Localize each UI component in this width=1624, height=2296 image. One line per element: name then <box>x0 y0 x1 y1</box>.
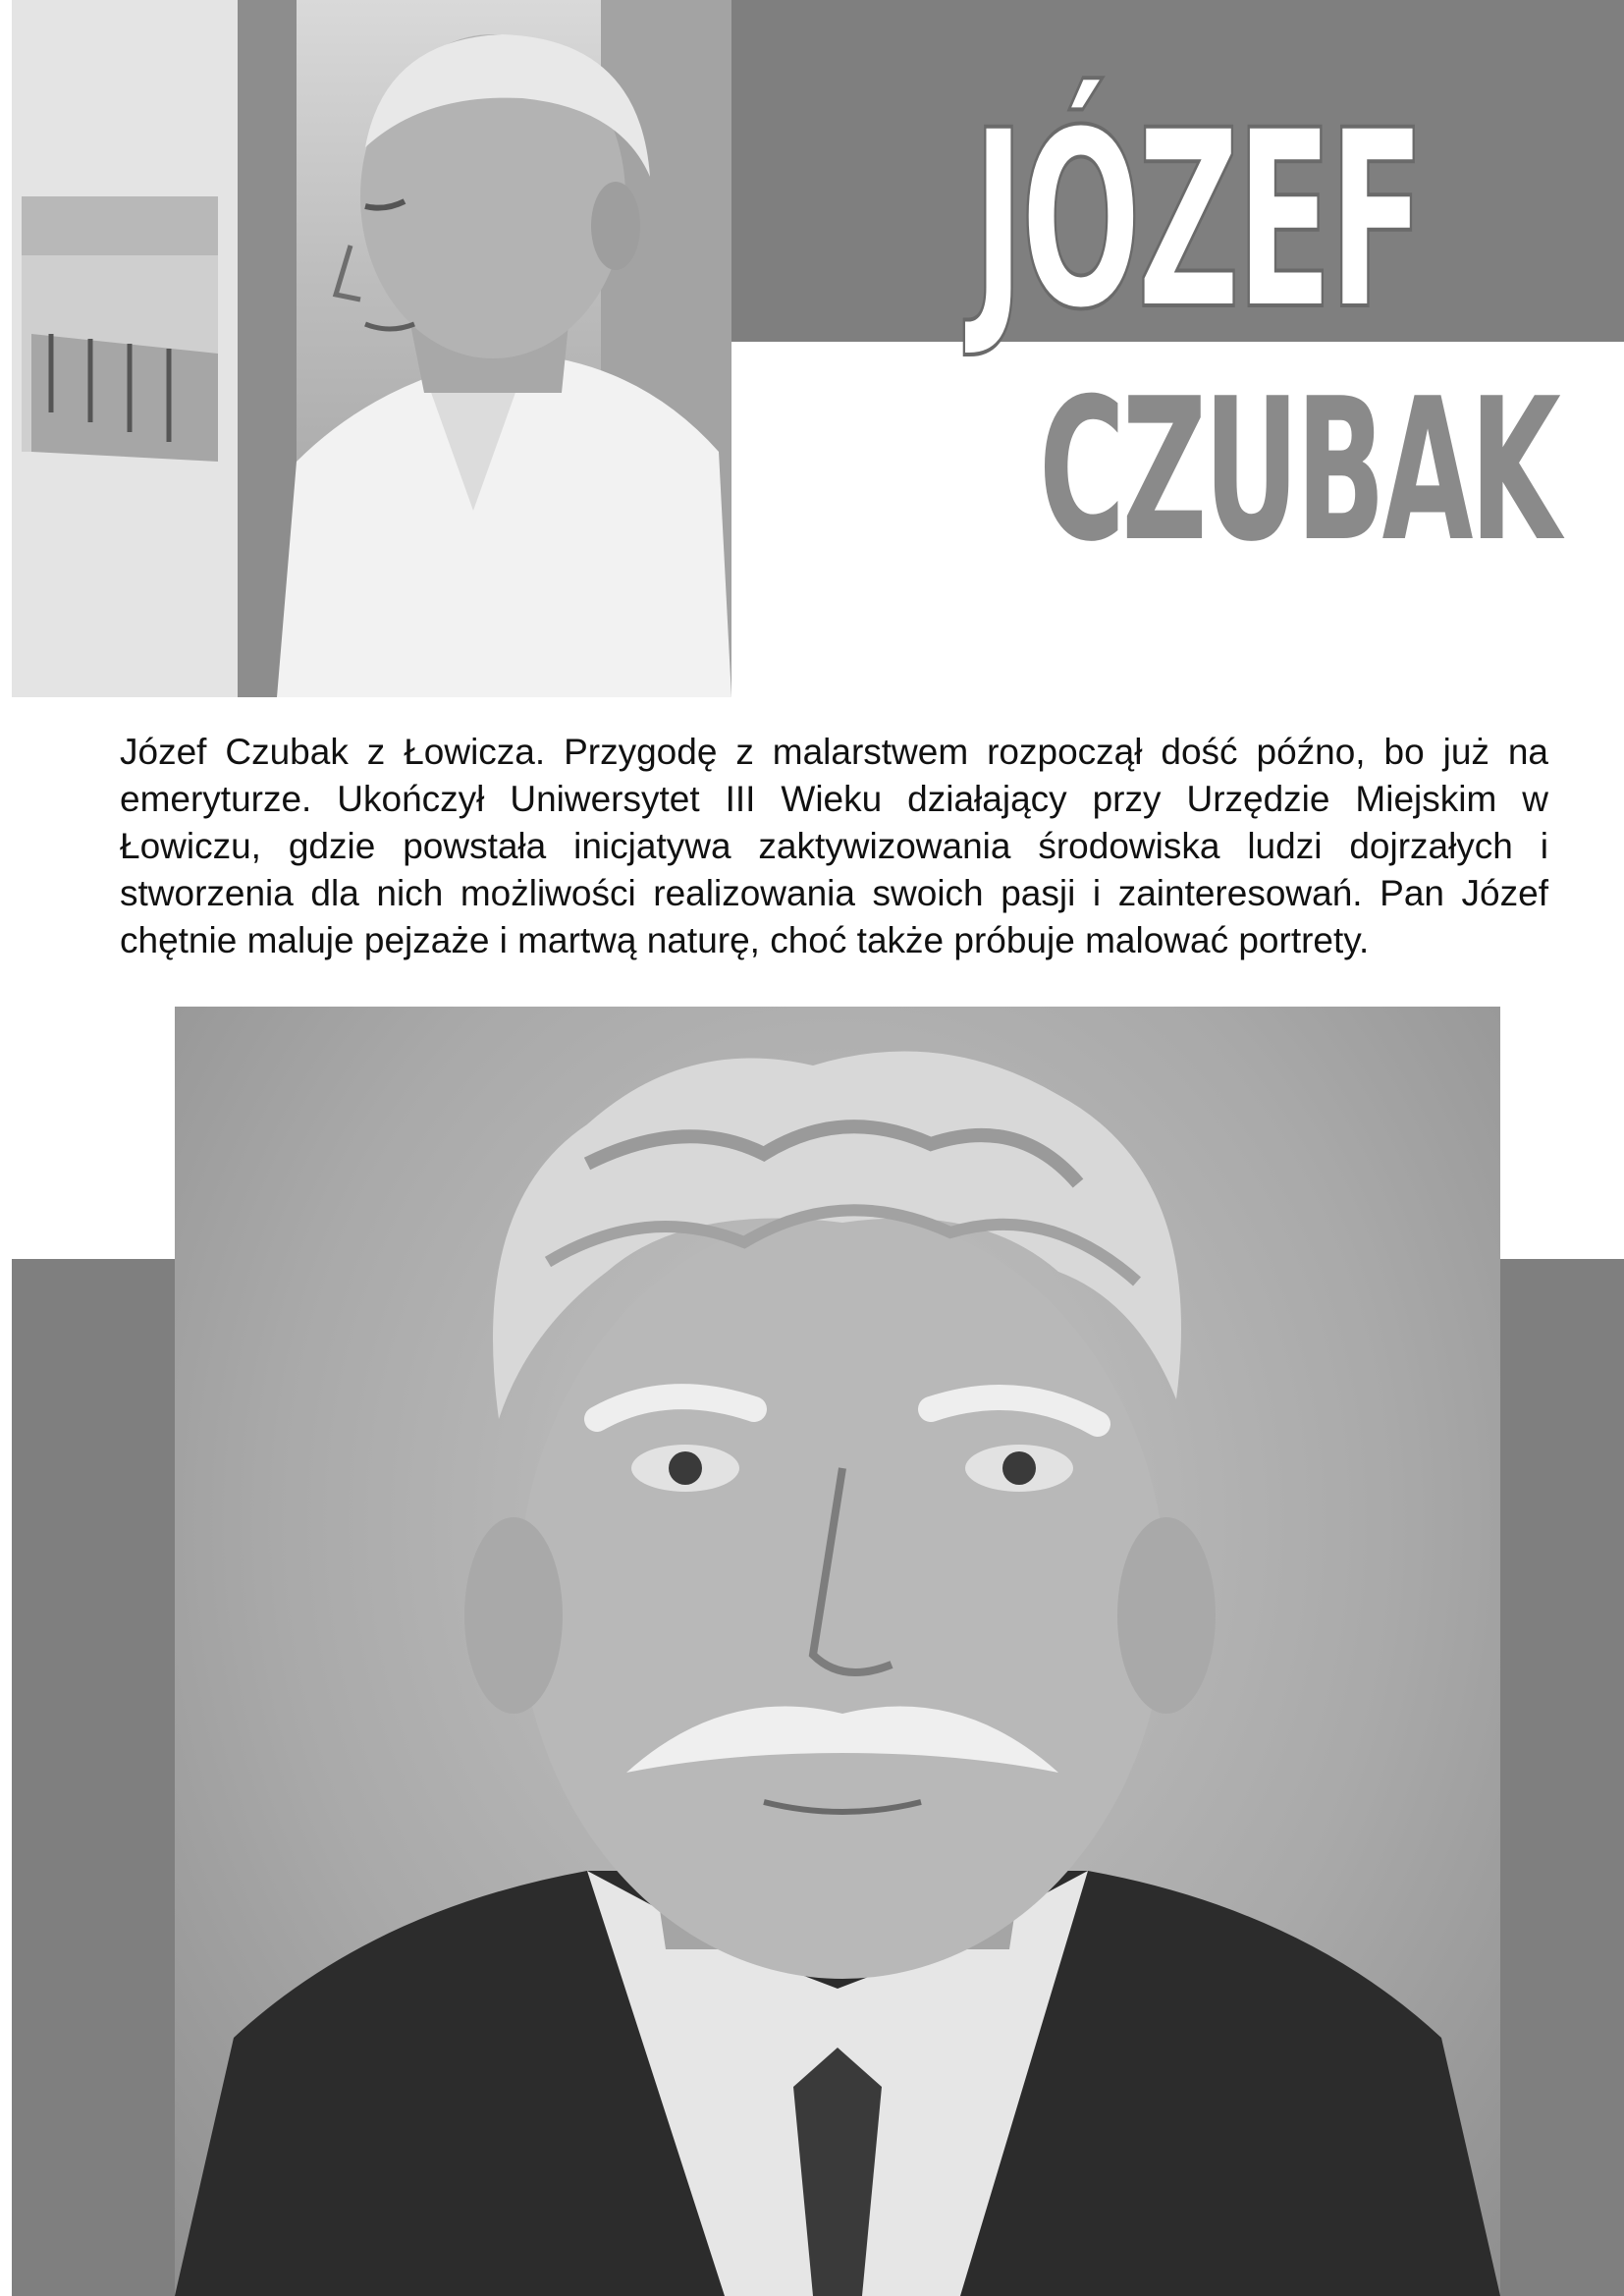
artist-photo <box>12 0 731 697</box>
artist-bio-paragraph: Józef Czubak z Łowicza. Przygodę z malarstwem rozpoczął dość późno, bo już na emeryturze. Ukończył Uniwersytet III Wieku działający przy Urzędzie Miejskim w Łowiczu, gdzie powstała inicjatywa zaktywizowania środowiska ludzi dojrzałych i stworzenia dla nich możliwości realizowania swoich pasji i zainteresowań. Pan Józef chętnie maluje pejzaże i martwą naturę, choć także próbuje malować portrety. <box>120 732 1548 960</box>
artist-last-name: CZUBAK <box>1039 356 1558 585</box>
painted-portrait <box>175 1007 1500 2296</box>
artist-first-name: JÓZEF <box>972 78 1422 363</box>
